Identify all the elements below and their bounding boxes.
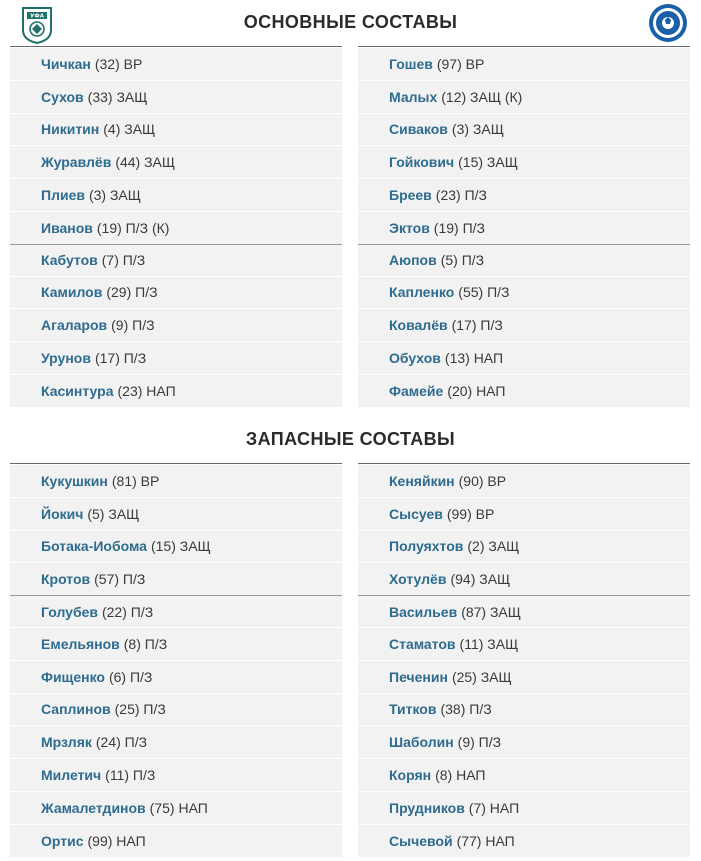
player-number-position: (99) ВР — [446, 505, 495, 522]
player-number-position: (99) НАП — [87, 832, 146, 849]
column-top-line — [10, 46, 342, 47]
player-name-link[interactable]: Иванов — [41, 219, 93, 236]
player-number-position: (4) ЗАЩ — [103, 121, 156, 138]
player-name-link[interactable]: Емельянов — [41, 635, 120, 652]
player-row — [10, 759, 342, 791]
home-team-substitutes-list — [10, 463, 342, 857]
player-row — [358, 244, 690, 276]
player-number-position: (38) П/З — [440, 701, 492, 718]
player-row — [358, 212, 690, 244]
player-row — [358, 694, 690, 726]
player-number-position: (6) П/З — [108, 668, 153, 685]
player-row — [358, 628, 690, 660]
player-name-link[interactable]: Корян — [389, 767, 432, 784]
player-row — [358, 498, 690, 530]
player-row — [358, 563, 690, 595]
player-row — [10, 375, 342, 407]
player-name-link[interactable]: Полуяхтов — [389, 538, 464, 555]
player-number-position: (33) ЗАЩ — [87, 88, 148, 105]
player-name-link[interactable]: Хотулёв — [389, 571, 447, 588]
player-row — [358, 277, 690, 309]
player-name-link[interactable]: Кабутов — [41, 252, 98, 269]
player-name-link[interactable]: Плиев — [41, 187, 85, 204]
player-name-link[interactable]: Камилов — [41, 284, 103, 301]
player-name-link[interactable]: Васильев — [389, 603, 458, 620]
player-number-position: (17) П/З — [94, 350, 147, 367]
player-name-link[interactable]: Сысуев — [389, 505, 443, 522]
player-row — [10, 309, 342, 341]
player-row — [358, 146, 690, 178]
player-name-link[interactable]: Мрзляк — [41, 734, 92, 751]
substitutes-section — [0, 417, 701, 849]
player-name-link[interactable]: Ковалёв — [389, 317, 448, 334]
player-name-link[interactable]: Жамалетдинов — [41, 799, 146, 816]
player-name-link[interactable]: Сычевой — [389, 832, 453, 849]
player-number-position: (24) П/З — [95, 734, 148, 751]
player-row — [358, 531, 690, 563]
player-row — [358, 179, 690, 211]
player-name-link[interactable]: Печенин — [389, 668, 448, 685]
player-name-link[interactable]: Агаларов — [41, 317, 108, 334]
player-name-link[interactable]: Шаболин — [389, 734, 454, 751]
orenburg-logo-icon[interactable] — [648, 3, 688, 43]
player-name-link[interactable]: Ботака-Иобома — [41, 538, 147, 555]
player-number-position: (5) ЗАЩ — [87, 505, 140, 522]
player-name-link[interactable]: Прудников — [389, 799, 465, 816]
player-row — [358, 726, 690, 758]
player-row — [358, 342, 690, 374]
player-row — [358, 48, 690, 80]
player-row — [10, 146, 342, 178]
player-row — [358, 375, 690, 407]
player-number-position: (87) ЗАЩ — [461, 603, 521, 620]
player-number-position: (22) П/З — [101, 603, 154, 620]
column-top-line — [358, 46, 690, 47]
player-name-link[interactable]: Обухов — [389, 350, 441, 367]
player-number-position: (94) ЗАЩ — [450, 571, 511, 588]
player-number-position: (7) П/З — [101, 252, 146, 269]
player-number-position: (3) ЗАЩ — [88, 187, 141, 204]
player-row — [358, 81, 690, 113]
column-top-line — [10, 463, 342, 464]
player-name-link[interactable]: Голубев — [41, 603, 98, 620]
player-name-link[interactable]: Капленко — [389, 284, 455, 301]
player-name-link[interactable]: Ортис — [41, 832, 84, 849]
player-number-position: (9) П/З — [111, 317, 155, 334]
player-name-link[interactable]: Саплинов — [41, 701, 111, 718]
player-name-link[interactable]: Кротов — [41, 571, 91, 588]
player-row — [10, 179, 342, 211]
player-row — [10, 342, 342, 374]
player-number-position: (29) П/З — [106, 284, 158, 301]
player-number-position: (15) ЗАЩ — [150, 538, 211, 555]
player-row — [10, 661, 342, 693]
player-row — [358, 792, 690, 824]
player-row — [10, 212, 342, 244]
player-number-position: (8) НАП — [435, 767, 486, 784]
section-title: ЗАПАСНЫЕ СОСТАВЫ — [245, 429, 456, 449]
player-name-link[interactable]: Малых — [389, 88, 438, 105]
player-row — [10, 726, 342, 758]
player-number-position: (57) П/З — [94, 571, 146, 588]
player-number-position: (8) П/З — [123, 635, 168, 652]
player-row — [358, 595, 690, 627]
player-number-position: (15) ЗАЩ — [458, 154, 518, 171]
player-name-link[interactable]: Гошев — [389, 55, 433, 72]
player-number-position: (2) ЗАЩ — [467, 538, 520, 555]
player-number-position: (55) П/З — [458, 284, 510, 301]
player-row — [358, 661, 690, 693]
player-name-link[interactable]: Аюпов — [389, 252, 437, 269]
player-name-link[interactable]: Сухов — [41, 88, 84, 105]
player-row — [10, 498, 342, 530]
player-number-position: (20) НАП — [447, 382, 506, 399]
player-number-position: (75) НАП — [149, 799, 208, 816]
player-number-position: (19) П/З (К) — [96, 219, 170, 236]
player-row — [10, 81, 342, 113]
player-number-position: (9) П/З — [457, 734, 502, 751]
ufa-logo-text: УФА — [30, 13, 44, 20]
player-row — [10, 628, 342, 660]
player-number-position: (5) П/З — [440, 252, 485, 269]
player-number-position: (19) П/З — [433, 219, 485, 236]
player-number-position: (13) НАП — [444, 350, 504, 367]
player-row — [10, 465, 342, 497]
player-number-position: (17) П/З — [451, 317, 503, 334]
player-name-link[interactable]: Фищенко — [41, 668, 105, 685]
player-row — [10, 595, 342, 627]
player-number-position: (25) П/З — [114, 701, 166, 718]
player-number-position: (25) ЗАЩ — [451, 668, 512, 685]
player-number-position: (81) ВР — [111, 472, 160, 489]
player-number-position: (32) ВР — [94, 55, 143, 72]
player-number-position: (11) ЗАЩ — [459, 635, 519, 652]
player-row — [358, 465, 690, 497]
player-number-position: (3) ЗАЩ — [451, 121, 504, 138]
player-row — [10, 825, 342, 857]
player-row — [358, 114, 690, 146]
player-row — [10, 277, 342, 309]
player-number-position: (11) П/З — [105, 767, 156, 784]
player-number-position: (23) НАП — [117, 382, 176, 399]
player-row — [10, 48, 342, 80]
player-name-link[interactable]: Гойкович — [389, 154, 455, 171]
section-header — [0, 0, 701, 46]
player-name-link[interactable]: Йокич — [41, 505, 84, 522]
player-number-position: (90) ВР — [458, 472, 507, 489]
starting-lineups-section — [0, 0, 701, 399]
home-team-starting-list — [10, 46, 342, 407]
player-name-link[interactable]: Бреев — [389, 187, 432, 204]
player-name-link[interactable]: Журавлёв — [41, 154, 112, 171]
player-name-link[interactable]: Фамейе — [389, 382, 444, 399]
player-number-position: (77) НАП — [456, 832, 515, 849]
player-name-link[interactable]: Кукушкин — [41, 472, 108, 489]
section-header — [0, 417, 701, 463]
player-name-link[interactable]: Никитин — [41, 121, 100, 138]
player-row — [10, 792, 342, 824]
player-name-link[interactable]: Чичкан — [41, 55, 91, 72]
player-row — [10, 114, 342, 146]
player-row — [358, 759, 690, 791]
player-name-link[interactable]: Урунов — [41, 350, 91, 367]
player-name-link[interactable]: Кеняйкин — [389, 472, 455, 489]
player-name-link[interactable]: Стаматов — [389, 635, 456, 652]
player-number-position: (7) НАП — [468, 799, 520, 816]
player-name-link[interactable]: Эктов — [389, 219, 430, 236]
player-row — [10, 531, 342, 563]
player-row — [10, 563, 342, 595]
player-row — [358, 309, 690, 341]
player-name-link[interactable]: Касинтура — [41, 382, 114, 399]
player-number-position: (97) ВР — [436, 55, 485, 72]
column-top-line — [358, 463, 690, 464]
away-team-starting-list — [358, 46, 690, 407]
away-team-substitutes-list — [358, 463, 690, 857]
player-name-link[interactable]: Сиваков — [389, 121, 448, 138]
player-number-position: (44) ЗАЩ — [115, 154, 176, 171]
player-row — [358, 825, 690, 857]
player-number-position: (23) П/З — [435, 187, 487, 204]
player-row — [10, 244, 342, 276]
player-row — [10, 694, 342, 726]
section-title: ОСНОВНЫЕ СОСТАВЫ — [243, 12, 458, 32]
player-number-position: (12) ЗАЩ (К) — [441, 88, 523, 105]
player-name-link[interactable]: Титков — [389, 701, 437, 718]
player-name-link[interactable]: Милетич — [41, 767, 102, 784]
